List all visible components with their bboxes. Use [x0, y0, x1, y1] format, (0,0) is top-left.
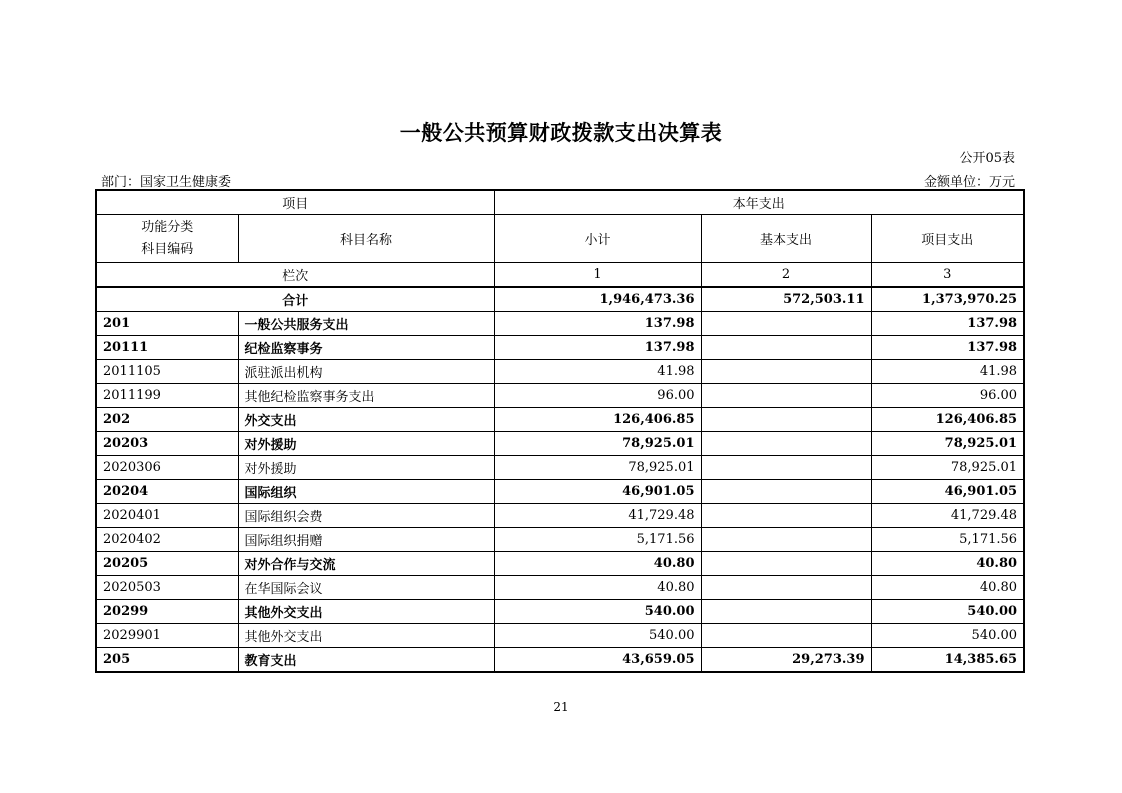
- row-basic: 29,273.39: [701, 648, 871, 673]
- row-name: 国际组织: [238, 480, 494, 504]
- header-func-class-code: [96, 215, 238, 263]
- column-index-3: 3: [871, 263, 1024, 288]
- row-code: 201: [96, 312, 238, 336]
- row-program: 41.98: [871, 360, 1024, 384]
- header-subject-name: 科目名称: [238, 215, 494, 263]
- row-program: 40.80: [871, 552, 1024, 576]
- row-subtotal: 40.80: [494, 552, 701, 576]
- row-basic: [701, 408, 871, 432]
- table-row: [96, 360, 1024, 384]
- row-name: 一般公共服务支出: [238, 312, 494, 336]
- row-program: 137.98: [871, 312, 1024, 336]
- row-program: 46,901.05: [871, 480, 1024, 504]
- table-row: [96, 384, 1024, 408]
- row-name: 对外援助: [238, 456, 494, 480]
- total-subtotal: 1,946,473.36: [494, 287, 701, 312]
- column-index-label: 栏次: [96, 263, 494, 288]
- total-label: 合计: [96, 287, 494, 312]
- column-index-2: 2: [701, 263, 871, 288]
- unit-label: 金额单位：万元: [923, 175, 1015, 190]
- row-code: 2020306: [96, 456, 238, 480]
- row-program: 41,729.48: [871, 504, 1024, 528]
- row-basic: [701, 504, 871, 528]
- total-row: [96, 287, 1024, 312]
- table-row: [96, 552, 1024, 576]
- row-basic: [701, 600, 871, 624]
- table-row: [96, 624, 1024, 648]
- table-row: [96, 456, 1024, 480]
- row-code: 20203: [96, 432, 238, 456]
- row-subtotal: 40.80: [494, 576, 701, 600]
- row-program: 137.98: [871, 336, 1024, 360]
- row-basic: [701, 456, 871, 480]
- row-program: 540.00: [871, 624, 1024, 648]
- header-basic: 基本支出: [701, 215, 871, 263]
- row-subtotal: 5,171.56: [494, 528, 701, 552]
- table-row: [96, 576, 1024, 600]
- row-code: 2029901: [96, 624, 238, 648]
- header-subject-code: 科目编码: [141, 241, 194, 257]
- row-code: 205: [96, 648, 238, 673]
- department-label: 部门：国家卫生健康委: [101, 175, 232, 190]
- page-title: 一般公共预算财政拨款支出决算表: [399, 121, 723, 145]
- row-subtotal: 126,406.85: [494, 408, 701, 432]
- row-basic: [701, 384, 871, 408]
- row-subtotal: 78,925.01: [494, 432, 701, 456]
- table-row: [96, 504, 1024, 528]
- row-basic: [701, 480, 871, 504]
- row-name: 国际组织会费: [238, 504, 494, 528]
- row-program: 78,925.01: [871, 432, 1024, 456]
- row-name: 其他外交支出: [238, 624, 494, 648]
- row-program: 40.80: [871, 576, 1024, 600]
- row-name: 在华国际会议: [238, 576, 494, 600]
- header-row-2: [96, 215, 1024, 263]
- table-row: [96, 648, 1024, 673]
- row-name: 教育支出: [238, 648, 494, 673]
- row-program: 78,925.01: [871, 456, 1024, 480]
- total-basic: 572,503.11: [701, 287, 871, 312]
- row-code: 2011105: [96, 360, 238, 384]
- row-program: 96.00: [871, 384, 1024, 408]
- row-subtotal: 41,729.48: [494, 504, 701, 528]
- row-name: 对外援助: [238, 432, 494, 456]
- table-row: [96, 528, 1024, 552]
- form-number: 公开05表: [959, 151, 1015, 166]
- row-basic: [701, 336, 871, 360]
- row-code: 2020503: [96, 576, 238, 600]
- column-index-1: 1: [494, 263, 701, 288]
- row-basic: [701, 432, 871, 456]
- header-func-class: 功能分类: [141, 219, 194, 235]
- row-code: 20111: [96, 336, 238, 360]
- row-basic: [701, 576, 871, 600]
- row-subtotal: 137.98: [494, 336, 701, 360]
- row-code: 2011199: [96, 384, 238, 408]
- row-subtotal: 46,901.05: [494, 480, 701, 504]
- row-basic: [701, 552, 871, 576]
- table-row: [96, 408, 1024, 432]
- row-code: 20204: [96, 480, 238, 504]
- row-basic: [701, 312, 871, 336]
- row-subtotal: 78,925.01: [494, 456, 701, 480]
- header-project: 项目: [96, 190, 494, 215]
- table-row: [96, 312, 1024, 336]
- row-subtotal: 41.98: [494, 360, 701, 384]
- total-program: 1,373,970.25: [871, 287, 1024, 312]
- row-name: 纪检监察事务: [238, 336, 494, 360]
- row-subtotal: 540.00: [494, 624, 701, 648]
- row-program: 5,171.56: [871, 528, 1024, 552]
- header-program: 项目支出: [871, 215, 1024, 263]
- page-number: 21: [553, 700, 569, 714]
- header-subtotal: 小计: [494, 215, 701, 263]
- table-row: [96, 480, 1024, 504]
- row-program: 126,406.85: [871, 408, 1024, 432]
- row-subtotal: 137.98: [494, 312, 701, 336]
- row-code: 2020401: [96, 504, 238, 528]
- header-current-year: 本年支出: [494, 190, 1024, 215]
- row-code: 202: [96, 408, 238, 432]
- row-code: 20299: [96, 600, 238, 624]
- row-subtotal: 43,659.05: [494, 648, 701, 673]
- row-code: 2020402: [96, 528, 238, 552]
- header-row-1: [96, 190, 1024, 215]
- row-name: 外交支出: [238, 408, 494, 432]
- column-index-row: [96, 263, 1024, 288]
- table-row: [96, 600, 1024, 624]
- row-program: 540.00: [871, 600, 1024, 624]
- row-subtotal: 96.00: [494, 384, 701, 408]
- row-basic: [701, 624, 871, 648]
- row-subtotal: 540.00: [494, 600, 701, 624]
- row-basic: [701, 360, 871, 384]
- table-row: [96, 432, 1024, 456]
- row-name: 派驻派出机构: [238, 360, 494, 384]
- row-code: 20205: [96, 552, 238, 576]
- row-name: 对外合作与交流: [238, 552, 494, 576]
- expenditure-table: [95, 189, 1025, 673]
- row-basic: [701, 528, 871, 552]
- row-name: 其他外交支出: [238, 600, 494, 624]
- row-name: 国际组织捐赠: [238, 528, 494, 552]
- row-program: 14,385.65: [871, 648, 1024, 673]
- row-name: 其他纪检监察事务支出: [238, 384, 494, 408]
- table-row: [96, 336, 1024, 360]
